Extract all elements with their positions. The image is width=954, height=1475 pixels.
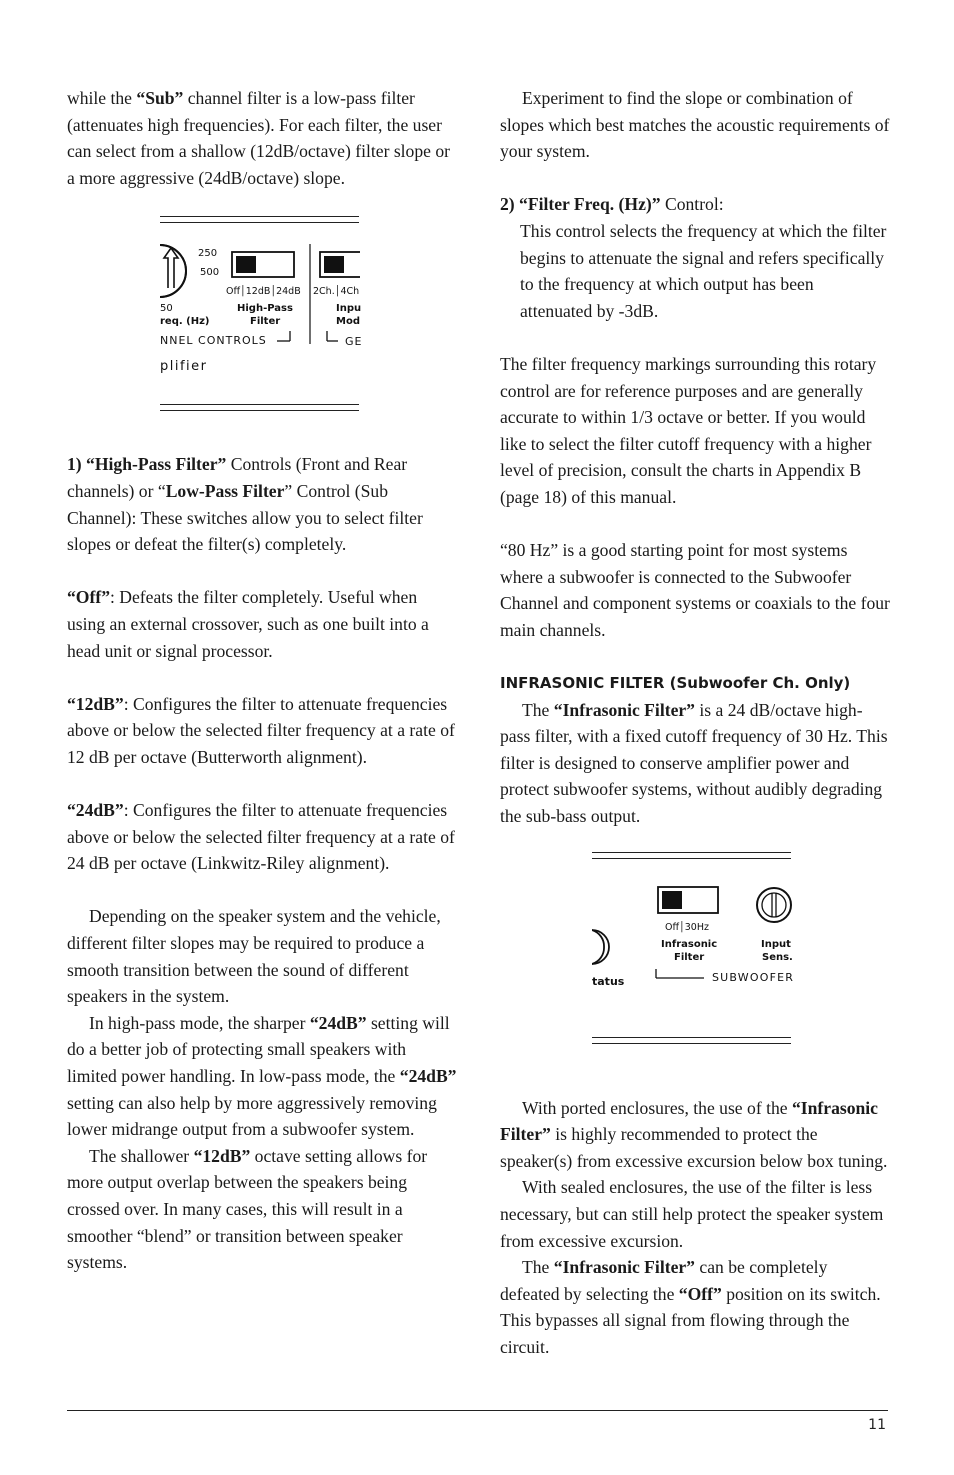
mode-positions: 2Ch.│4Ch xyxy=(313,286,360,297)
bold-term: “12dB” xyxy=(67,693,124,714)
subwoofer-label: SUBWOOFER xyxy=(712,971,795,984)
mode-title: Inpu xyxy=(336,303,362,314)
filter-knob-icon xyxy=(160,245,186,297)
switch-positions: Off│30Hz xyxy=(665,922,709,933)
switch-title: Infrasonic xyxy=(661,939,718,950)
bold-term: “Infrasonic Filter” xyxy=(553,1257,695,1278)
bold-term: 1) “High-Pass Filter” xyxy=(67,454,227,475)
paragraph: The “Infrasonic Filter” can be completely defeated by selecting the “Off” position on its switch. This bypasses all signal from flowing through the circuit. xyxy=(500,1257,881,1357)
paragraph: The filter frequency markings surrounding this rotary control are for reference purposes and are generally accurate to within 1/3 octave or better. If you would like to select the filter cutoff frequency with a higher level of precision, consult the charts in Appendix B (page 18) of this manual. xyxy=(500,353,877,507)
bold-term: “Infrasonic Filter” xyxy=(500,1097,878,1145)
footer-rule xyxy=(67,1410,888,1411)
paragraph: With sealed enclosures, the use of the filter is less necessary, but can still help protect the speaker system from excessive excursion. xyxy=(500,1177,884,1251)
figure-high-pass-controls xyxy=(160,214,363,426)
bold-term: “Sub” xyxy=(136,88,184,108)
knob-label-50: 50 xyxy=(160,303,173,314)
paragraph: The “Infrasonic Filter” is a 24 dB/octave high-pass filter, with a fixed cutoff frequency of 30 Hz. This filter is designed to conserve amplifier power and protect subwoofer systems, without audibly degrading the sub-bass output. xyxy=(500,699,888,827)
knob-label-250: 250 xyxy=(198,248,218,259)
paragraph: With ported enclosures, the use of the “Infrasonic Filter” is highly recommended to protect the speaker(s) from excessive excursion below box tuning. xyxy=(500,1097,888,1171)
bold-term: “Off” xyxy=(67,587,110,608)
switch-positions: Off│12dB│24dB xyxy=(226,286,301,297)
paragraph: “Off”: Defeats the filter completely. Useful when using an external crossover, such as one built into a head unit or signal processor. xyxy=(67,587,429,661)
switch-title: Filter xyxy=(674,952,705,963)
paragraph: In high-pass mode, the sharper “24dB” setting will do a better job of protecting small speakers with limited power handling. In low-pass mode, the “24dB” setting can also help by more aggressively removing lower midrange output from a subwoofer system. xyxy=(67,1012,457,1140)
figure-infrasonic-controls xyxy=(592,850,795,1062)
paragraph: while the “Sub” channel filter is a low-pass filter (attenuates high frequencies). For each filter, the user can select from a shallow (12dB/octave) filter slope or a more aggressive (24dB/octave) slope. xyxy=(67,88,451,188)
paragraph: “24dB”: Configures the filter to attenuate frequencies above or below the selected filter frequency at a rate of 24 dB per octave (Linkwitz-Riley alignment). xyxy=(67,800,455,874)
bold-term: “24dB” xyxy=(399,1066,457,1087)
freq-label: req. (Hz) xyxy=(160,316,210,327)
group-label: GE xyxy=(345,335,363,348)
bold-term: “24dB” xyxy=(309,1012,367,1033)
bold-term: “12dB” xyxy=(193,1145,251,1166)
right-column xyxy=(500,85,890,1361)
paragraph: This control selects the frequency at which the filter begins to attenuate the signal and refers specifically to the frequency at which output has been attenuated by -3dB. xyxy=(520,220,887,321)
paragraph: Depending on the speaker system and the vehicle, different filter slopes may be required to produce a smooth transition between the sound of different speakers in the system. xyxy=(67,906,441,1007)
knob-label-500: 500 xyxy=(200,267,220,278)
paragraph: 2) “Filter Freq. (Hz)” Control: xyxy=(500,194,724,215)
paragraph: “80 Hz” is a good starting point for most systems where a subwoofer is connected to the Subwoofer Channel and component systems or coaxials to the four main channels. xyxy=(500,540,890,640)
input-title: Sens. xyxy=(762,952,793,963)
bold-term: “Infrasonic Filter” xyxy=(553,699,695,720)
input-title: Input xyxy=(761,939,791,950)
bold-term: “24dB” xyxy=(67,800,124,821)
channel-controls-label: NNEL CONTROLS xyxy=(160,334,267,347)
brand-label: plifier xyxy=(160,359,208,374)
paragraph: “12dB”: Configures the filter to attenuate frequencies above or below the selected filter frequency at a rate of 12 dB per octave (Butterworth alignment). xyxy=(67,693,455,767)
mode-title: Mod xyxy=(336,316,360,327)
switch-title: High-Pass xyxy=(237,303,293,314)
paragraph: 1) “High-Pass Filter” Controls (Front and Rear channels) or “Low-Pass Filter” Control (Sub Channel): These switches allow you to select filter slopes or defeat the filter(s) completely. xyxy=(67,454,423,555)
bold-term: 2) “Filter Freq. (Hz)” xyxy=(500,194,661,215)
page-number: 11 xyxy=(868,1417,886,1433)
paragraph: Experiment to find the slope or combination of slopes which best matches the acoustic requirements of your system. xyxy=(500,88,890,162)
section-heading: INFRASONIC FILTER (Subwoofer Ch. Only) xyxy=(500,674,851,693)
switch-title: Filter xyxy=(250,316,281,327)
bold-term: “Off” xyxy=(678,1283,722,1304)
paragraph: The shallower “12dB” octave setting allows for more output overlap between the speakers being crossed over. In many cases, this will result in a smoother “blend” or transition between speaker systems. xyxy=(67,1145,428,1273)
status-label: tatus xyxy=(592,975,625,988)
bold-term: Low-Pass Filter xyxy=(165,480,285,501)
